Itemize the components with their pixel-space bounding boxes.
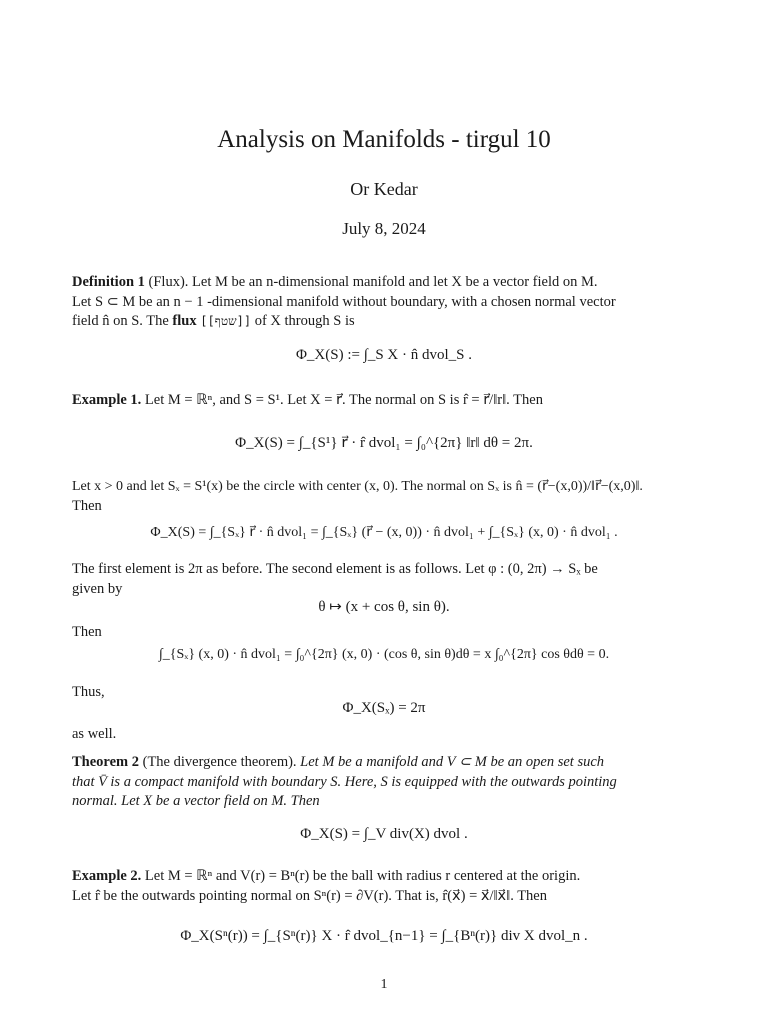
definition-1-line-3 <box>72 312 684 332</box>
example-1-equation-1: Φ_X(S) = ∫_{S¹} r⃗ · r̂ dvol₁ = ∫₀^{2π} ‖r‖ dθ = 2π. <box>235 435 533 451</box>
example-label: Example 2. <box>72 868 142 884</box>
document-author: Or Kedar <box>350 179 418 199</box>
example-1-equation-2: Φ_X(S) = ∫_{Sₓ} r⃗ · n̂ dvol₁ = ∫_{Sₓ} (r⃗ − (x, 0)) · n̂ dvol₁ + ∫_{Sₓ} (x, 0) · n̂ dvol₁ . <box>150 525 618 540</box>
example-1-line-4: The first element is 2π as before. The second element is as follows. Let φ : (0, 2π) → Sₓ be <box>72 561 598 577</box>
example-1-line-2: Let x > 0 and let Sₓ = S¹(x) be the circle with center (x, 0). The normal on Sₓ is n̂ = (r⃗−(x,0))/‖r⃗−(x,0)‖. <box>72 479 643 494</box>
example-1 <box>72 391 684 411</box>
definition-text: of X through S is <box>254 313 355 329</box>
example-1-line-8: as well. <box>72 726 117 742</box>
example-label: Example 1. <box>72 392 142 408</box>
example-1-line-6: Then <box>72 624 102 640</box>
example-2 <box>72 867 684 906</box>
theorem-2-line-2: that V̄ is a compact manifold with boundary S. Here, S is equipped with the outwards pointing <box>72 773 617 790</box>
example-1-line-7: Thus, <box>72 684 105 700</box>
definition-text: field n̂ on S. The <box>72 313 169 329</box>
theorem-label: Theorem 2 <box>72 754 139 770</box>
document-date: July 8, 2024 <box>342 219 426 238</box>
example-2-line-1 <box>72 867 684 887</box>
theorem-2-line-3: normal. Let X be a vector field on M. Then <box>72 793 320 809</box>
document-title: Analysis on Manifolds - tirgul 10 <box>217 126 551 153</box>
definition-1-line-2: Let S ⊂ M be an n − 1 -dimensional manifold without boundary, with a chosen normal vector <box>72 293 616 310</box>
definition-name: (Flux). <box>148 274 189 290</box>
theorem-text: Let M be a manifold and V ⊂ M be an open set such <box>300 754 605 770</box>
example-1-equation-4: ∫_{Sₓ} (x, 0) · n̂ dvol₁ = ∫₀^{2π} (x, 0) · (cos θ, sin θ)dθ = x ∫₀^{2π} cos θdθ = 0. <box>158 647 610 662</box>
example-1-line-1 <box>72 391 684 411</box>
divergence-equation: Φ_X(S) = ∫_V div(X) dvol . <box>300 826 468 842</box>
flux-term: flux <box>172 313 197 329</box>
theorem-2 <box>72 753 684 812</box>
example-text: Let M = ℝⁿ and V(r) = Bⁿ(r) be the ball with radius r centered at the origin. <box>144 868 581 884</box>
example-text: Let M = ℝⁿ, and S = S¹. Let X = r⃗. The normal on S is r̂ = r⃗/‖r‖. Then <box>144 392 543 408</box>
example-2-line-2: Let r̂ be the outwards pointing normal on Sⁿ(r) = ∂V(r). That is, r̂(x⃗) = x⃗/‖x⃗‖. Then <box>72 887 547 904</box>
hebrew-term: [[שטף]] <box>200 314 252 328</box>
example-1-line-3: Then <box>72 497 102 514</box>
example-1-line-5: given by <box>72 580 123 597</box>
example-1-equation-3: θ ↦ (x + cos θ, sin θ). <box>318 599 450 615</box>
definition-1 <box>72 273 684 332</box>
example-1-parametrization <box>72 560 684 599</box>
example-1-continued <box>72 477 684 516</box>
definition-label: Definition 1 <box>72 274 145 290</box>
page-number: 1 <box>380 977 388 992</box>
flux-equation: Φ_X(S) := ∫_S X · n̂ dvol_S . <box>295 347 473 363</box>
definition-text: Let M be an n-dimensional manifold and let X be a vector field on M. <box>192 274 598 290</box>
definition-1-line-1 <box>72 273 684 293</box>
example-1-equation-5: Φ_X(Sₓ) = 2π <box>342 700 426 716</box>
theorem-2-line-1 <box>72 753 684 773</box>
example-2-equation: Φ_X(Sⁿ(r)) = ∫_{Sⁿ(r)} X · r̂ dvol_{n−1} = ∫_{Bⁿ(r)} div X dvol_n . <box>180 928 588 944</box>
theorem-name: (The divergence theorem). <box>142 754 297 770</box>
